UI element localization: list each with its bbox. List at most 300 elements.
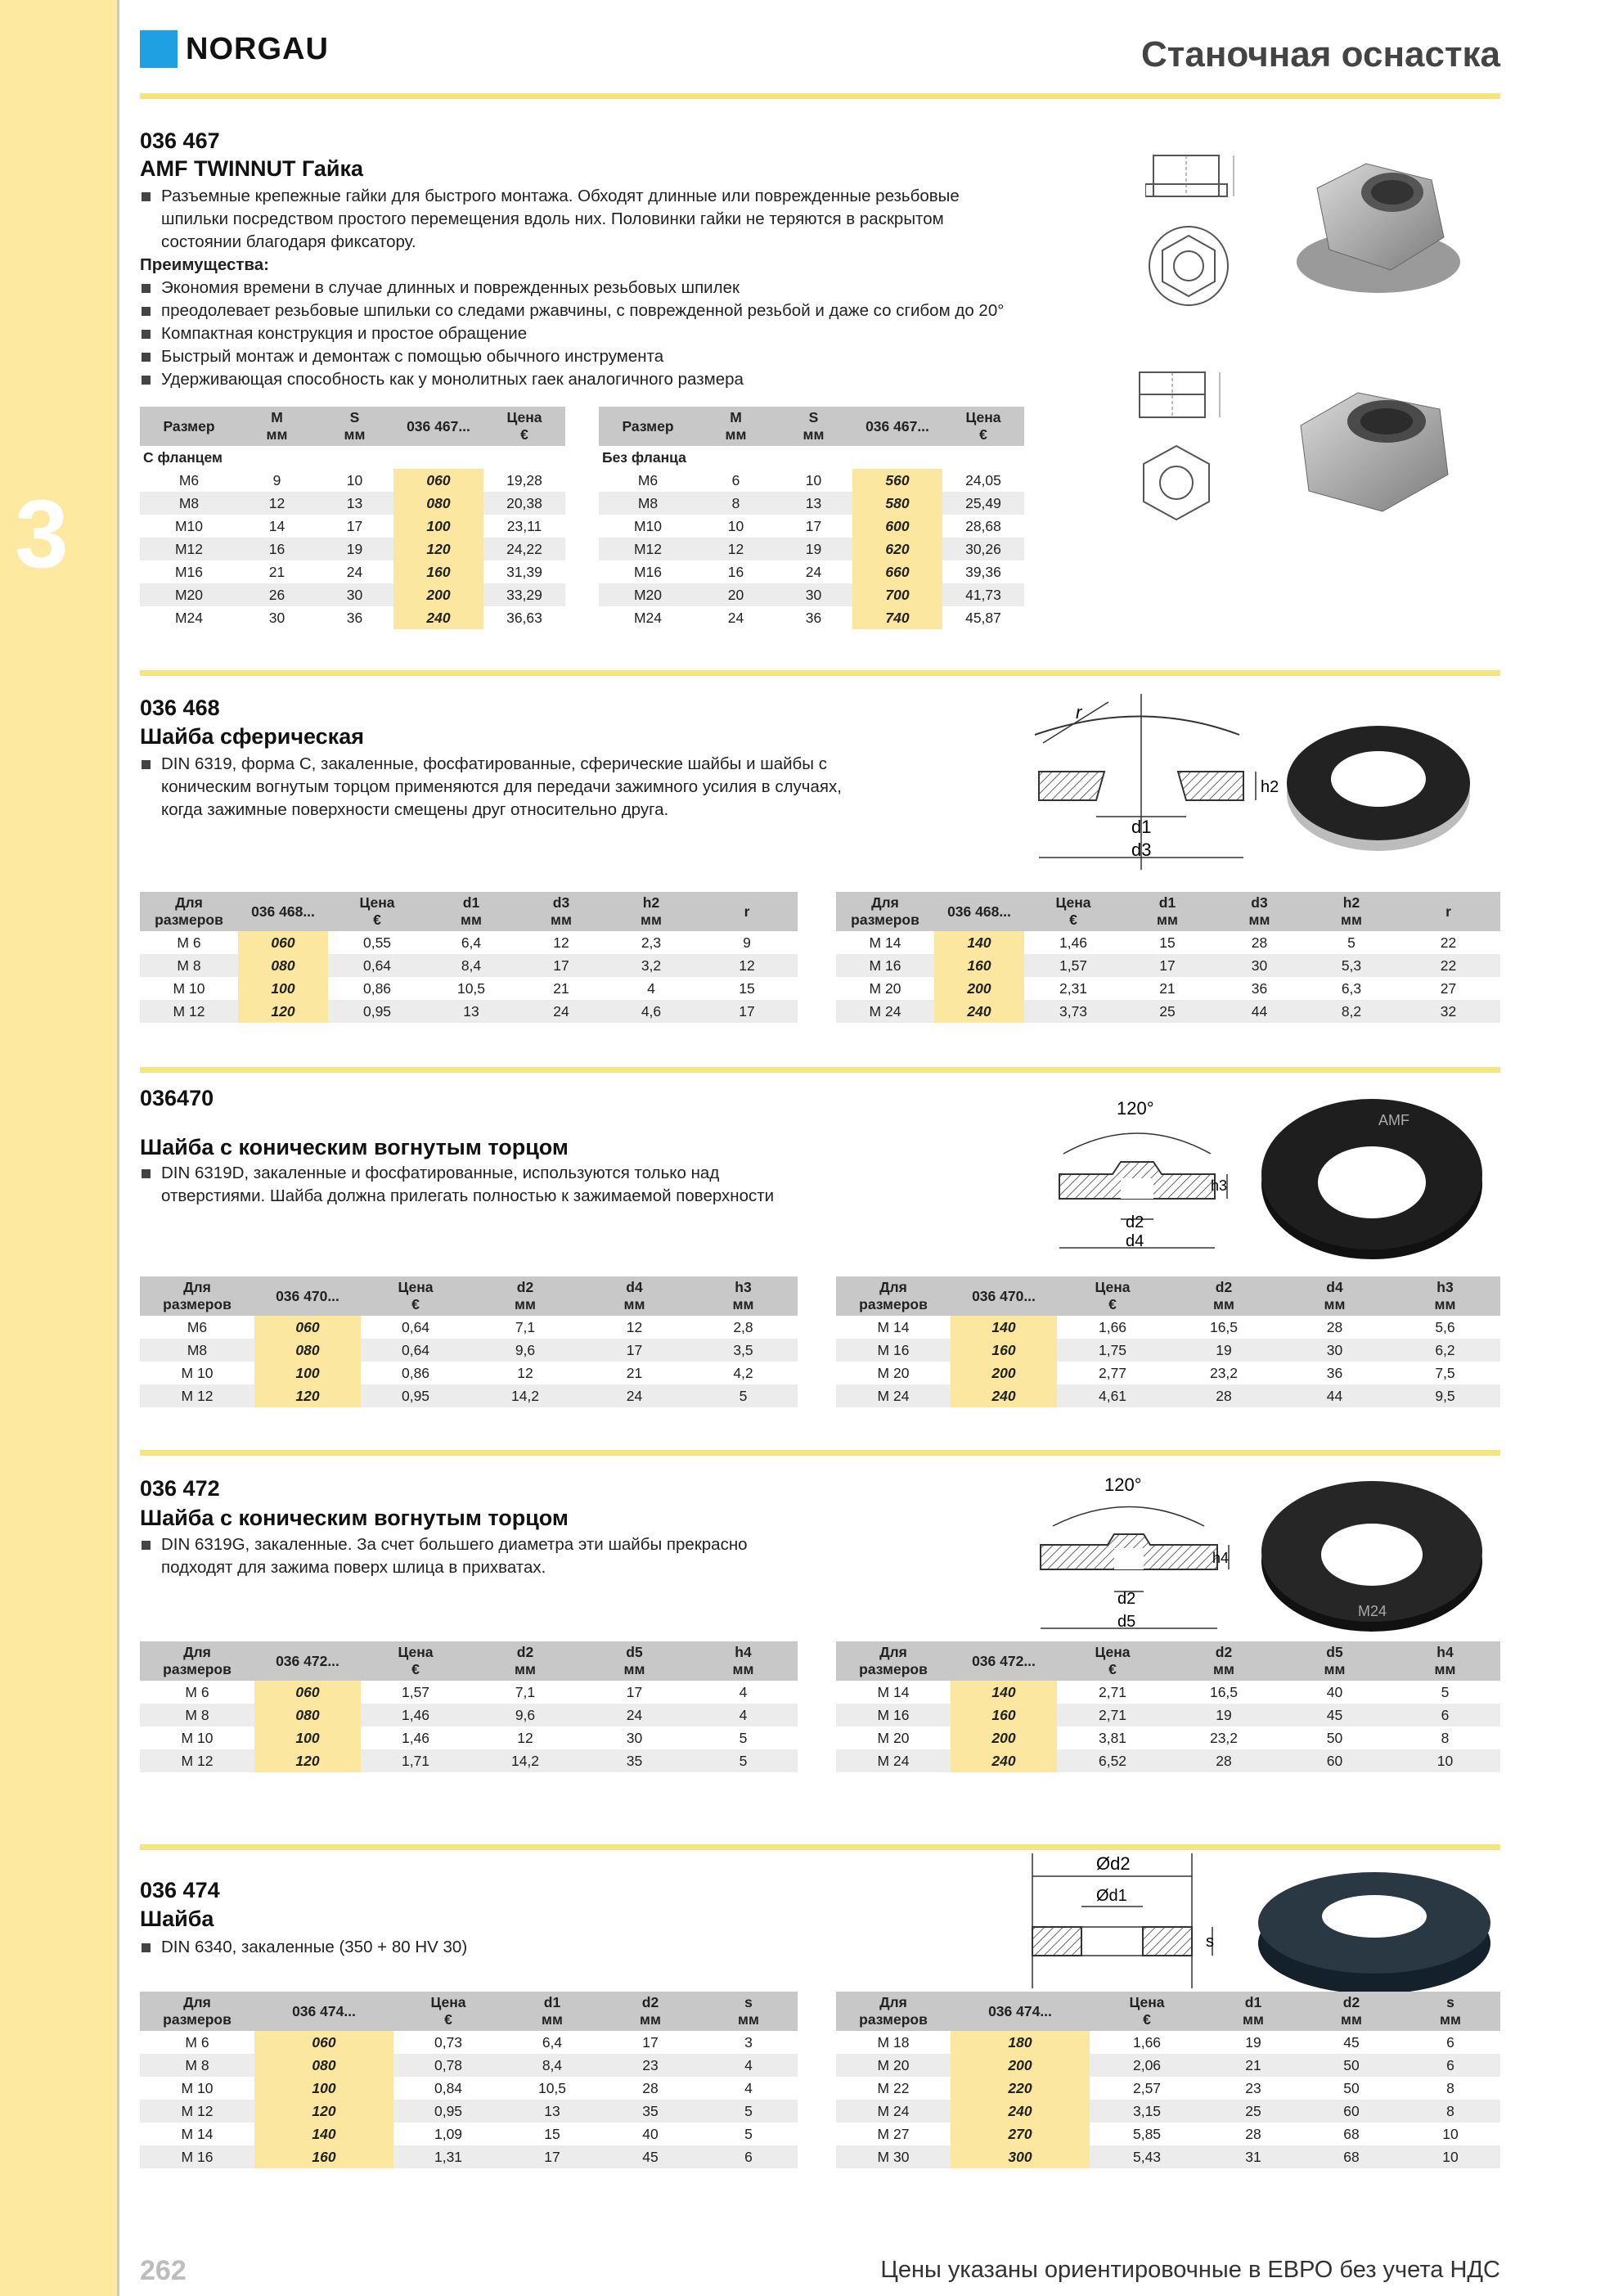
table-cell: 4,2 (689, 1362, 798, 1384)
table-cell: 10 (1390, 1749, 1500, 1772)
table-cell: 36 (1212, 977, 1306, 1000)
order-code-cell: 160 (951, 1704, 1057, 1727)
table-cell: 1,66 (1057, 1316, 1168, 1339)
table-body (140, 1681, 798, 1772)
table-row (140, 1362, 798, 1384)
table-cell: 19,28 (483, 469, 565, 492)
table-cell: 15 (1122, 931, 1212, 954)
table-cell: 8,2 (1306, 1000, 1396, 1023)
order-code-cell: 160 (934, 954, 1024, 977)
table-cell: 2,57 (1090, 2077, 1204, 2100)
table-cell: 3,81 (1057, 1727, 1168, 1749)
table-cell: 14,2 (470, 1749, 580, 1772)
svg-text:d2: d2 (1117, 1590, 1136, 1608)
table-cell: M 20 (836, 1362, 951, 1384)
chapter-sidebar (0, 0, 117, 2296)
col-header: d2 мм (601, 1992, 699, 2031)
svg-text:Ød1: Ød1 (1096, 1887, 1127, 1905)
desc-bullet: Разъемные крепежные гайки для быстрого монтажа. Обходят длинные или поврежденные резьбовые шпильки посредством простого перемещения вдоль них. Половинки гайки не теряются в раскрытом состоянии благодаря фиксатору. (140, 185, 1072, 254)
table-cell: 30,26 (942, 538, 1024, 560)
table-cell: 45 (1279, 1704, 1390, 1727)
section-description (140, 1162, 1072, 1208)
svg-text:r: r (1076, 702, 1082, 723)
table-cell: 30 (316, 583, 393, 606)
order-code-cell: 270 (951, 2123, 1090, 2145)
advantages-heading: Преимущества: (140, 255, 269, 274)
section-title: Шайба с коническим вогнутым торцом (140, 1506, 569, 1530)
col-header: Для размеров (140, 892, 238, 931)
table-cell: 14,2 (470, 1384, 580, 1407)
order-code-cell: 240 (934, 1000, 1024, 1023)
table-row (599, 606, 1024, 629)
table-cell: M 6 (140, 931, 238, 954)
order-code-cell: 120 (254, 1384, 361, 1407)
table-body (836, 1316, 1500, 1407)
table-cell: 1,57 (361, 1681, 470, 1704)
chapter-number: 3 (15, 480, 69, 588)
col-header: d1 мм (503, 1992, 601, 2031)
order-code-cell: 120 (254, 2100, 393, 2123)
table-row (140, 2031, 798, 2054)
table-cell: 5,6 (1390, 1316, 1500, 1339)
table-header-row (140, 1276, 798, 1316)
table-cell: 50 (1302, 2077, 1400, 2100)
svg-text:h3: h3 (1211, 1177, 1228, 1194)
table-body (836, 1681, 1500, 1772)
table-cell: 19 (1204, 2031, 1302, 2054)
table-cell: 4 (699, 2054, 798, 2077)
order-code-cell: 220 (951, 2077, 1090, 2100)
table-cell: M12 (599, 538, 697, 560)
table-cell: M20 (140, 583, 238, 606)
section-title: AMF TWINNUT Гайка (140, 156, 364, 181)
table-row (836, 2145, 1500, 2168)
advantage-item: Быстрый монтаж и демонтаж с помощью обычного инструмента (140, 345, 1072, 368)
section-rule (140, 1844, 1500, 1850)
table-row (836, 1384, 1500, 1407)
section-code: 036 467 (140, 128, 220, 153)
table-row (599, 492, 1024, 515)
nut-flange-photo (1284, 147, 1464, 303)
table-cell: M20 (599, 583, 697, 606)
table-cell: M 14 (836, 1316, 951, 1339)
table-cell: 12 (470, 1362, 580, 1384)
brand-logo (140, 30, 329, 68)
table-row (140, 931, 798, 954)
table-cell: 22 (1396, 931, 1500, 954)
table-cell: 5 (1390, 1681, 1500, 1704)
table-cell: 5 (689, 1727, 798, 1749)
conical-washer-g-table-left (140, 1641, 798, 1772)
svg-text:AMF: AMF (1378, 1112, 1409, 1128)
col-header: 036 467... (393, 407, 483, 446)
spherical-washer-photo (1280, 714, 1477, 857)
col-header: r (696, 892, 798, 931)
table-row (836, 1339, 1500, 1362)
order-code-cell: 060 (254, 1681, 361, 1704)
order-code-cell: 080 (254, 2054, 393, 2077)
order-code-cell: 140 (934, 931, 1024, 954)
col-header: h4 мм (689, 1641, 798, 1681)
table-cell: M 20 (836, 1727, 951, 1749)
conical-washer-table-right (836, 1276, 1500, 1407)
table-cell: 4 (689, 1681, 798, 1704)
table-cell: 30 (775, 583, 852, 606)
table-row (140, 954, 798, 977)
table-cell: 0,73 (393, 2031, 503, 2054)
table-cell: 13 (775, 492, 852, 515)
table-cell: 23,11 (483, 515, 565, 538)
advantage-item: Удерживающая способность как у монолитных гаек аналогичного размера (140, 368, 1072, 391)
table-cell: M 10 (140, 1727, 254, 1749)
table-cell: 21 (580, 1362, 689, 1384)
table-row (599, 538, 1024, 560)
table-cell: 0,84 (393, 2077, 503, 2100)
table-cell: 6,2 (1390, 1339, 1500, 1362)
table-cell: 12 (470, 1727, 580, 1749)
order-code-cell: 240 (393, 606, 483, 629)
table-body (140, 1316, 798, 1407)
order-code-cell: 080 (254, 1339, 361, 1362)
table-cell: 19 (1168, 1704, 1279, 1727)
table-cell: 0,78 (393, 2054, 503, 2077)
col-header: h2 мм (1306, 892, 1396, 931)
table-cell: 44 (1279, 1384, 1390, 1407)
table-cell: 32 (1396, 1000, 1500, 1023)
col-header: h4 мм (1390, 1641, 1500, 1681)
table-cell: M6 (140, 1316, 254, 1339)
col-header: h3 мм (689, 1276, 798, 1316)
table-cell: 30 (1212, 954, 1306, 977)
table-cell: M 6 (140, 2031, 254, 2054)
table-cell: M10 (140, 515, 238, 538)
table-cell: 1,46 (1024, 931, 1122, 954)
table-cell: 6 (1390, 1704, 1500, 1727)
table-header-row (836, 1641, 1500, 1681)
col-header: d2 мм (470, 1276, 580, 1316)
table-row (140, 1384, 798, 1407)
order-code-cell: 160 (393, 560, 483, 583)
table-cell: 24,05 (942, 469, 1024, 492)
table-cell: M 12 (140, 1000, 238, 1023)
table-cell: M16 (140, 560, 238, 583)
table-cell: M 12 (140, 2100, 254, 2123)
section-code: 036 468 (140, 696, 220, 720)
col-header: d2 мм (1168, 1641, 1279, 1681)
svg-text:d5: d5 (1117, 1613, 1136, 1631)
nut-flange-side-drawing (1145, 147, 1243, 213)
table-cell: 28 (1279, 1316, 1390, 1339)
nut-flange-top-drawing (1144, 221, 1234, 311)
table-cell: 1,66 (1090, 2031, 1204, 2054)
table-cell: M 6 (140, 1681, 254, 1704)
table-cell: 24 (580, 1384, 689, 1407)
table-cell: M6 (140, 469, 238, 492)
table-cell: 14 (238, 515, 316, 538)
table-cell: 36,63 (483, 606, 565, 629)
col-header: 036 474... (951, 1992, 1090, 2031)
table-cell: 16,5 (1168, 1316, 1279, 1339)
svg-text:M24: M24 (1358, 1603, 1387, 1619)
table-row (836, 1681, 1500, 1704)
table-cell: 8,4 (503, 2054, 601, 2077)
nut-no-flange-table (599, 407, 1024, 629)
col-header: 036 472... (254, 1641, 361, 1681)
table-cell: 16 (238, 538, 316, 560)
table-cell: 8 (1400, 2077, 1500, 2100)
table-cell: 10 (316, 469, 393, 492)
svg-text:120°: 120° (1104, 1474, 1142, 1495)
table-row (836, 931, 1500, 954)
table-cell: 6,3 (1306, 977, 1396, 1000)
table-row (140, 2123, 798, 2145)
table-cell: 9 (696, 931, 798, 954)
table-cell: M 24 (836, 1384, 951, 1407)
table-cell: 8 (697, 492, 775, 515)
conical-washer-g-photo (1256, 1473, 1489, 1636)
table-row (599, 560, 1024, 583)
order-code-cell: 200 (393, 583, 483, 606)
svg-text:d1: d1 (1131, 817, 1152, 837)
sidebar-divider (117, 0, 119, 2296)
table-cell: M24 (599, 606, 697, 629)
table-cell: 8 (1400, 2100, 1500, 2123)
section-rule (140, 670, 1500, 676)
order-code-cell: 180 (951, 2031, 1090, 2054)
table-row (599, 469, 1024, 492)
col-header: 036 474... (254, 1992, 393, 2031)
table-row (140, 2054, 798, 2077)
table-cell: 9 (238, 469, 316, 492)
col-header: M мм (697, 407, 775, 446)
table-cell: 60 (1302, 2100, 1400, 2123)
order-code-cell: 080 (254, 1704, 361, 1727)
table-cell: 21 (238, 560, 316, 583)
conical-washer-drawing (1047, 1096, 1243, 1268)
flat-washer-photo (1252, 1857, 1497, 2001)
table-cell: 68 (1302, 2145, 1400, 2168)
table-cell: 0,64 (361, 1339, 470, 1362)
table-header-row (140, 1641, 798, 1681)
table-cell: 28 (1168, 1749, 1279, 1772)
table-cell: 2,71 (1057, 1704, 1168, 1727)
price-note: Цены указаны ориентировочные в ЕВРО без учета НДС (880, 2257, 1500, 2283)
table-cell: 24,22 (483, 538, 565, 560)
table-cell: 19 (775, 538, 852, 560)
table-cell: 0,55 (328, 931, 426, 954)
table-cell: M 16 (836, 1704, 951, 1727)
table-cell: 12 (580, 1316, 689, 1339)
table-cell: 0,64 (328, 954, 426, 977)
table-group-label: С фланцем (140, 446, 565, 469)
svg-text:d3: d3 (1131, 840, 1152, 860)
col-header: Для размеров (836, 892, 934, 931)
table-cell: 45,87 (942, 606, 1024, 629)
table-cell: 5,43 (1090, 2145, 1204, 2168)
table-cell: 4 (606, 977, 696, 1000)
section-title: Шайба (140, 1907, 214, 1931)
table-cell: 1,71 (361, 1749, 470, 1772)
table-row (140, 2077, 798, 2100)
table-cell: 10 (1400, 2145, 1500, 2168)
table-cell: 25 (1204, 2100, 1302, 2123)
table-cell: M 24 (836, 1000, 934, 1023)
table-cell: M 18 (836, 2031, 951, 2054)
table-cell: 24 (775, 560, 852, 583)
table-row (140, 1749, 798, 1772)
table-cell: 9,5 (1390, 1384, 1500, 1407)
table-cell: M10 (599, 515, 697, 538)
col-header: 036 468... (934, 892, 1024, 931)
table-cell: 3 (699, 2031, 798, 2054)
table-row (599, 583, 1024, 606)
table-row (140, 538, 565, 560)
brand-name: NORGAU (186, 31, 329, 66)
table-cell: M 12 (140, 1749, 254, 1772)
table-row (140, 1316, 798, 1339)
table-cell: M8 (140, 1339, 254, 1362)
section-title: Шайба сферическая (140, 724, 364, 749)
order-code-cell: 240 (951, 1749, 1057, 1772)
table-cell: 4,61 (1057, 1384, 1168, 1407)
table-cell: 1,75 (1057, 1339, 1168, 1362)
table-cell: 0,86 (328, 977, 426, 1000)
table-cell: M8 (599, 492, 697, 515)
table-cell: 10,5 (426, 977, 516, 1000)
col-header: h2 мм (606, 892, 696, 931)
col-header: 036 468... (238, 892, 328, 931)
header-rule (140, 93, 1500, 99)
col-header: Цена € (1090, 1992, 1204, 2031)
table-row (140, 469, 565, 492)
table-cell: M 22 (836, 2077, 951, 2100)
section-description (140, 1936, 1072, 1959)
table-cell: 12 (516, 931, 606, 954)
svg-text:d2: d2 (1126, 1213, 1144, 1231)
section-title: Шайба с коническим вогнутым торцом (140, 1135, 569, 1159)
logo-square-icon (140, 30, 178, 68)
table-cell: M8 (140, 492, 238, 515)
col-header: h3 мм (1390, 1276, 1500, 1316)
table-cell: 2,8 (689, 1316, 798, 1339)
table-row (140, 583, 565, 606)
table-cell: 21 (1204, 2054, 1302, 2077)
col-header: 036 470... (254, 1276, 361, 1316)
col-header: d4 мм (580, 1276, 689, 1316)
col-header: Для размеров (836, 1992, 951, 2031)
table-cell: 0,95 (393, 2100, 503, 2123)
col-header: d5 мм (580, 1641, 689, 1681)
table-cell: 33,29 (483, 583, 565, 606)
table-body (140, 469, 565, 629)
table-cell: 30 (1279, 1339, 1390, 1362)
table-cell: 2,06 (1090, 2054, 1204, 2077)
table-cell: M6 (599, 469, 697, 492)
table-cell: 17 (601, 2031, 699, 2054)
col-header: d1 мм (1122, 892, 1212, 931)
desc-bullet: DIN 6319G, закаленные. За счет большего диаметра эти шайбы прекрасно подходят для зажима поверх шлица в прихватах. (140, 1533, 1072, 1579)
col-header: r (1396, 892, 1500, 931)
table-cell: 24 (697, 606, 775, 629)
table-row (836, 954, 1500, 977)
table-cell: 0,95 (328, 1000, 426, 1023)
conical-washer-photo (1256, 1092, 1489, 1264)
table-cell: 2,77 (1057, 1362, 1168, 1384)
table-header-row (836, 1992, 1500, 2031)
nut-flange-table (140, 407, 565, 629)
table-cell: 20 (697, 583, 775, 606)
section-code: 036470 (140, 1086, 214, 1110)
table-cell: M 10 (140, 977, 238, 1000)
table-row (836, 977, 1500, 1000)
table-cell: 4 (689, 1704, 798, 1727)
table-row (140, 1339, 798, 1362)
advantage-item: преодолевает резьбовые шпильки со следами ржавчины, с поврежденной резьбой и даже со сгибом до 20° (140, 299, 1072, 322)
table-row (140, 492, 565, 515)
col-header: Размер (599, 407, 697, 446)
order-code-cell: 100 (393, 515, 483, 538)
table-cell: 17 (503, 2145, 601, 2168)
col-header: d3 мм (516, 892, 606, 931)
table-cell: 1,46 (361, 1704, 470, 1727)
table-cell: 36 (1279, 1362, 1390, 1384)
col-header: Для размеров (140, 1641, 254, 1681)
table-cell: M12 (140, 538, 238, 560)
table-row (836, 1362, 1500, 1384)
order-code-cell: 240 (951, 1384, 1057, 1407)
table-cell: M 16 (140, 2145, 254, 2168)
table-cell: M 27 (836, 2123, 951, 2145)
order-code-cell: 580 (852, 492, 942, 515)
col-header: 036 467... (852, 407, 942, 446)
table-cell: M 8 (140, 2054, 254, 2077)
table-cell: 6 (1400, 2054, 1500, 2077)
col-header: d2 мм (1168, 1276, 1279, 1316)
table-cell: 45 (601, 2145, 699, 2168)
col-header: Цена € (1024, 892, 1122, 931)
table-cell: 1,31 (393, 2145, 503, 2168)
table-cell: 7,1 (470, 1316, 580, 1339)
col-header: d5 мм (1279, 1641, 1390, 1681)
flat-washer-table-right (836, 1992, 1500, 2168)
order-code-cell: 560 (852, 469, 942, 492)
col-header: Для размеров (140, 1992, 254, 2031)
table-cell: 12 (238, 492, 316, 515)
nut-side-drawing (1131, 368, 1230, 425)
order-code-cell: 140 (951, 1316, 1057, 1339)
table-cell: 3,2 (606, 954, 696, 977)
order-code-cell: 100 (238, 977, 328, 1000)
table-cell: 2,71 (1057, 1681, 1168, 1704)
table-cell: 5,3 (1306, 954, 1396, 977)
col-header: d2 мм (1302, 1992, 1400, 2031)
table-cell: 28 (1212, 931, 1306, 954)
col-header: Цена € (1057, 1641, 1168, 1681)
table-cell: 19 (316, 538, 393, 560)
order-code-cell: 200 (951, 1727, 1057, 1749)
table-cell: M 12 (140, 1384, 254, 1407)
table-cell: M 14 (836, 1681, 951, 1704)
table-cell: 6,52 (1057, 1749, 1168, 1772)
table-cell: 44 (1212, 1000, 1306, 1023)
table-row (140, 1681, 798, 1704)
table-cell: M 30 (836, 2145, 951, 2168)
conical-washer-g-table-right (836, 1641, 1500, 1772)
table-cell: M 10 (140, 2077, 254, 2100)
table-cell: 5,85 (1090, 2123, 1204, 2145)
table-cell: 25,49 (942, 492, 1024, 515)
table-row (836, 1727, 1500, 1749)
